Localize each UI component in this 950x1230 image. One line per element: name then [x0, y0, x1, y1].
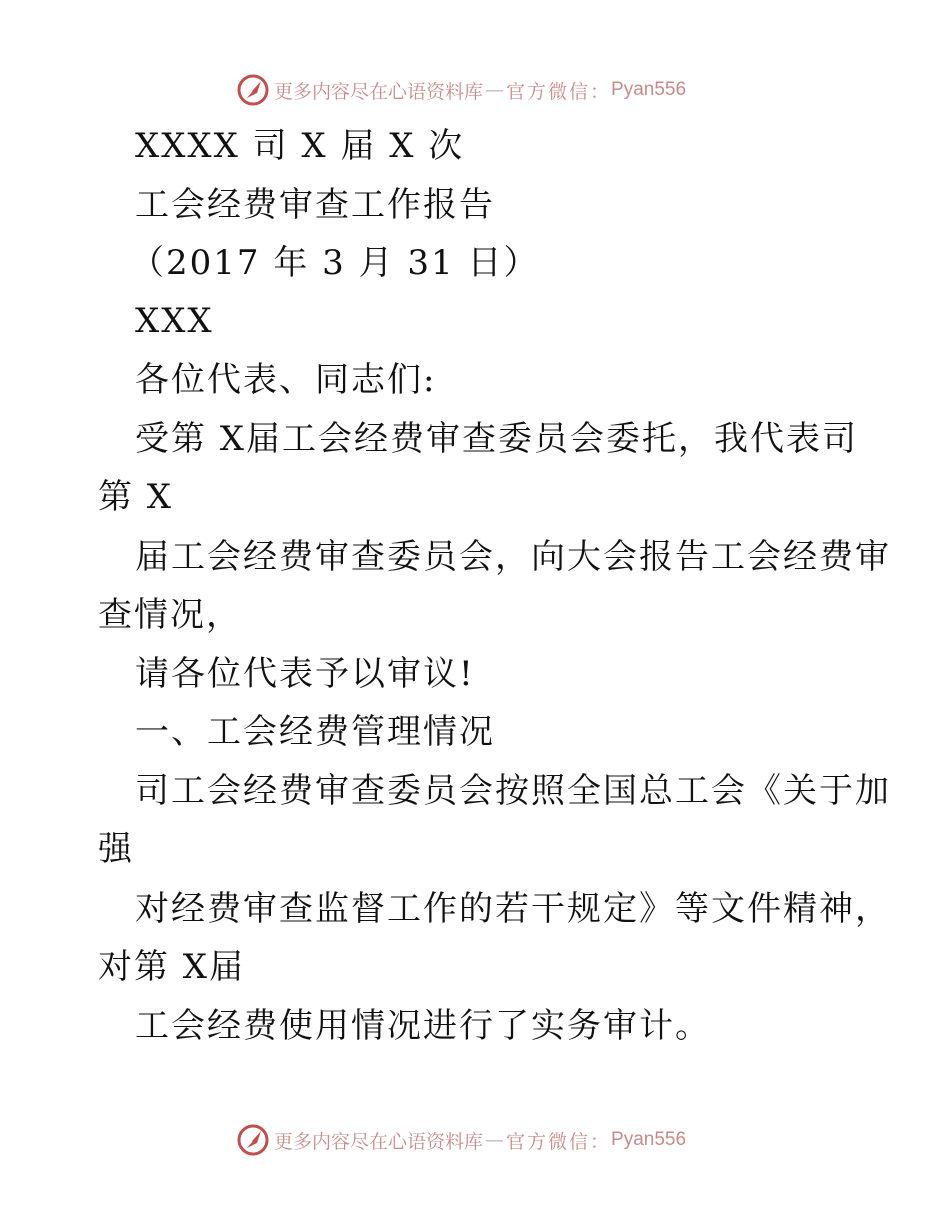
paragraph-line: 对经费审查监督工作的若干规定》等文件精神，	[135, 889, 891, 929]
paragraph-line: 请各位代表予以审议!	[135, 654, 475, 694]
watermark-header	[236, 72, 686, 108]
watermark-sign: 官方微信：	[506, 1130, 612, 1153]
section-heading: 一、工会经费管理情况	[135, 712, 495, 752]
paragraph-line: 查情况，	[98, 595, 242, 635]
paragraph-line: 对第 X届	[98, 947, 246, 987]
watermark-sign: 官方微信：	[506, 80, 612, 103]
watermark-dash: —	[485, 1129, 505, 1151]
watermark-text: 更多内容尽在心语资料库	[274, 1130, 484, 1153]
watermark-text: 更多内容尽在心语资料库	[274, 80, 484, 103]
watermark-handle: Pyan556	[611, 1129, 687, 1150]
paragraph-line: 受第 X届工会经费审查委员会委托，我代表司	[135, 419, 859, 459]
paragraph-line: 司工会经费审查委员会按照全国总工会《关于加	[135, 771, 891, 811]
paragraph-line: 强	[98, 829, 134, 869]
doc-title-line1: XXXX 司 X 届 X 次	[135, 126, 465, 166]
doc-title-line2: 工会经费审查工作报告	[135, 185, 495, 225]
paragraph-line: 第 X	[98, 477, 174, 517]
quill-logo-icon	[236, 1123, 270, 1157]
watermark-dash: —	[485, 79, 505, 101]
quill-logo-icon	[236, 73, 270, 107]
doc-date: （2017 年 3 月 31 日）	[130, 243, 540, 283]
salutation: 各位代表、同志们:	[135, 360, 437, 400]
paragraph-line: 工会经费使用情况进行了实务审计。	[135, 1006, 711, 1046]
paragraph-line: 届工会经费审查委员会，向大会报告工会经费审	[135, 537, 891, 577]
doc-author: XXX	[135, 301, 214, 341]
watermark-footer	[236, 1122, 686, 1158]
watermark-handle: Pyan556	[611, 79, 687, 100]
